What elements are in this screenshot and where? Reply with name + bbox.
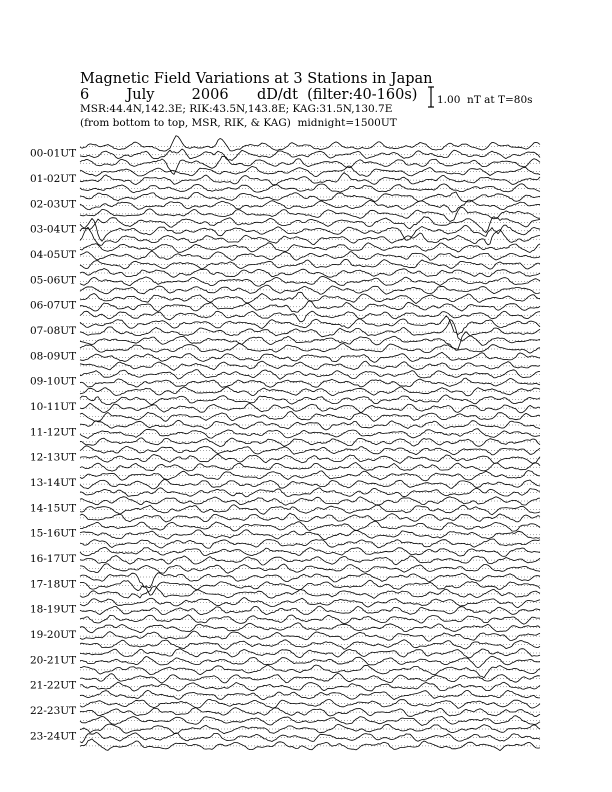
hour-label: 13-14UT xyxy=(30,477,77,489)
trace-rik xyxy=(80,656,540,668)
trace-rik xyxy=(80,505,540,515)
observation-date: 6 July 2006 xyxy=(80,87,229,103)
trace-msr xyxy=(80,184,540,193)
hour-label: 07-08UT xyxy=(30,325,77,337)
trace-kag xyxy=(80,370,540,380)
hour-label: 20-21UT xyxy=(30,654,77,667)
trace-kag xyxy=(80,548,540,557)
trace-kag xyxy=(80,699,540,708)
trace-rik xyxy=(80,200,540,212)
trace-msr xyxy=(80,513,540,522)
trace-msr xyxy=(80,311,540,322)
hour-label: 02-03UT xyxy=(30,198,77,211)
hour-label: 09-10UT xyxy=(30,375,77,388)
hour-label: 03-04UT xyxy=(30,223,77,236)
hour-label: 04-05UT xyxy=(30,249,77,261)
trace-msr xyxy=(80,438,540,447)
hour-label: 01-02UT xyxy=(30,173,77,185)
hour-label: 19-20UT xyxy=(30,629,77,641)
trace-kag xyxy=(80,446,540,455)
trace-msr xyxy=(80,640,540,650)
trace-kag xyxy=(80,136,540,151)
trace-msr xyxy=(80,463,540,472)
trace-msr xyxy=(80,587,540,599)
hour-label: 23-24UT xyxy=(30,730,77,743)
hour-label: 18-19UT xyxy=(30,603,77,616)
trace-kag xyxy=(80,649,540,658)
scale-bar-label: 1.00 nT at T=80s xyxy=(437,94,533,106)
trace-kag xyxy=(80,166,540,177)
trace-kag xyxy=(80,724,540,734)
trace-kag xyxy=(80,343,540,353)
trace-kag xyxy=(80,471,540,481)
trace-msr xyxy=(80,285,540,294)
hour-label: 06-07UT xyxy=(30,299,77,312)
trace-msr xyxy=(80,615,540,624)
trace-kag xyxy=(80,316,540,335)
station-coordinates: MSR:44.4N,142.3E; RIK:43.5N,143.8E; KAG:31.5N,130.7E xyxy=(80,103,393,115)
trace-kag xyxy=(80,598,540,608)
hour-label: 16-17UT xyxy=(30,553,77,565)
hour-label: 12-13UT xyxy=(30,451,77,464)
trace-rik xyxy=(80,606,540,615)
trace-msr xyxy=(80,665,540,678)
trace-rik xyxy=(80,682,540,691)
scale-bar xyxy=(428,87,434,107)
hour-label: 00-01UT xyxy=(30,147,77,160)
trace-rik xyxy=(80,218,540,241)
trace-msr xyxy=(80,539,540,548)
trace-msr xyxy=(80,332,540,350)
hour-label: 05-06UT xyxy=(30,274,77,287)
trace-msr xyxy=(80,716,540,726)
hour-label: 22-23UT xyxy=(30,705,77,717)
hour-label: 08-09UT xyxy=(30,350,77,363)
hour-label: 14-15UT xyxy=(30,502,77,515)
trace-msr xyxy=(80,690,540,699)
trace-rik xyxy=(80,733,540,743)
trace-msr xyxy=(80,259,540,269)
chart-title: Magnetic Field Variations at 3 Stations in Japan xyxy=(80,71,433,87)
hour-label: 17-18UT xyxy=(30,578,77,591)
trace-kag xyxy=(80,292,540,303)
hour-label: 15-16UT xyxy=(30,527,77,540)
trace-rik xyxy=(80,301,540,312)
filter-description: dD/dt (filter:40-160s) xyxy=(257,87,418,103)
trace-order-note: (from bottom to top, MSR, RIK, & KAG) midnight=1500UT xyxy=(80,117,397,129)
trace-rik xyxy=(80,708,540,717)
hour-label: 21-22UT xyxy=(30,679,77,692)
hour-label: 11-12UT xyxy=(30,426,77,439)
trace-rik xyxy=(80,251,540,261)
trace-msr xyxy=(80,488,540,497)
hour-label: 10-11UT xyxy=(30,401,77,413)
trace-rik xyxy=(80,173,540,186)
